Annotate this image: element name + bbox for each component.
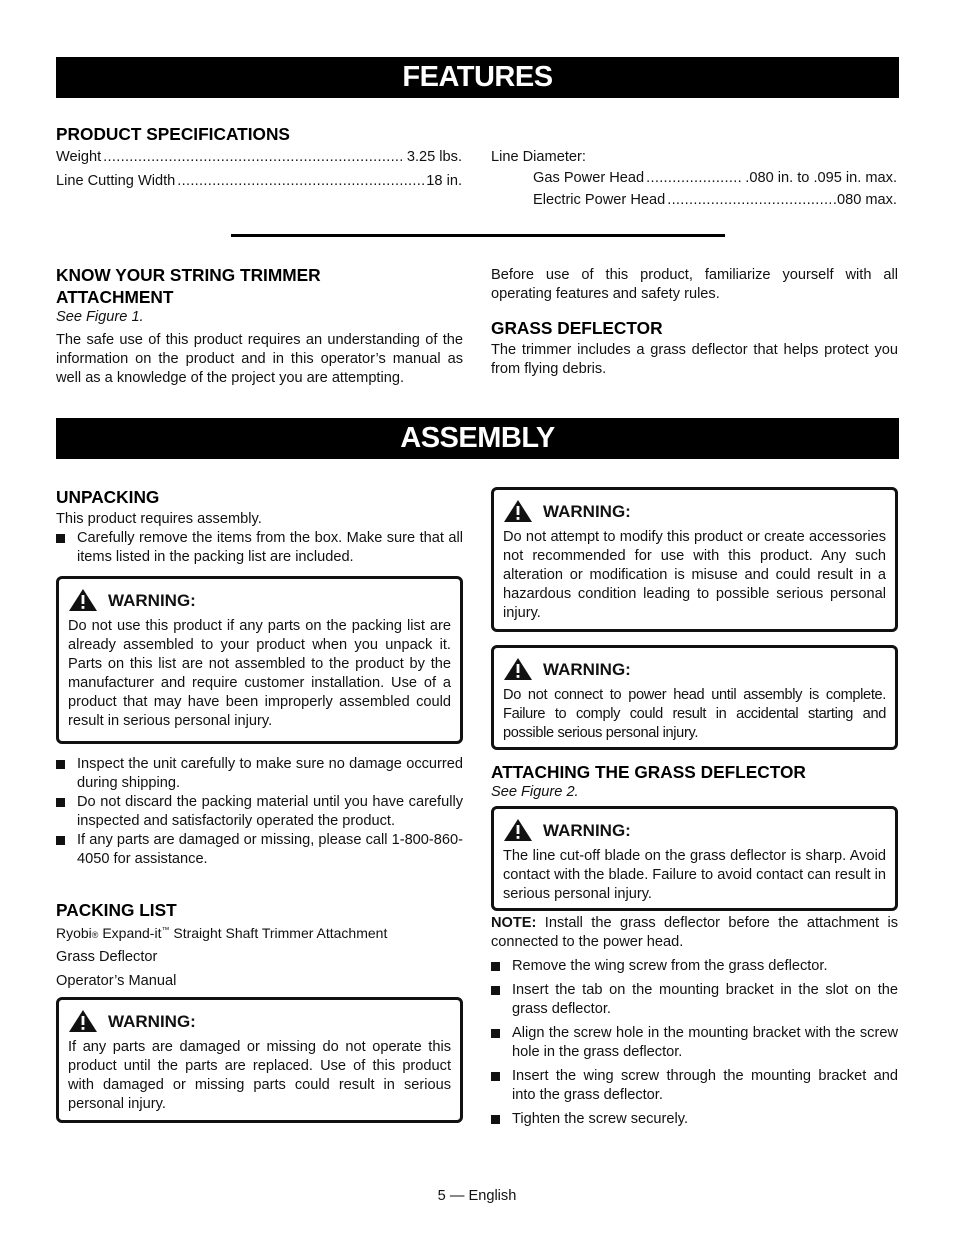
line-diameter-spec [491,148,897,213]
product-specifications [56,123,462,196]
spec-elec-value: .080 max. [832,192,897,208]
deflector-body: The trimmer includes a grass deflector that helps protect you from flying debris. [491,342,898,377]
packing-item-1: Ryobi® Expand-it™ Straight Shaft Trimmer Attachment [56,925,388,941]
know-before: Before use of this product, familiarize yourself with all operating features and safety rules. [491,267,898,302]
spec-gas-row [533,169,897,191]
attaching-steps [491,914,898,1129]
blade-warning-box [491,806,898,911]
modify-warning-box [491,487,898,632]
warning-triangle-icon [503,657,533,681]
warning-triangle-icon [68,1009,98,1033]
packing-item-3: Operator’s Manual [56,973,177,989]
list-item: Insert the tab on the mounting bracket in the slot on the grass deflector. [491,981,898,1019]
warning-label: WARNING: [543,501,631,521]
note-paragraph [491,914,898,952]
warning-label: WARNING: [108,590,196,610]
spec-cut-row [56,172,462,196]
bullet-square-icon [491,986,500,995]
spec-cut-value: 18 in. [426,173,462,189]
attaching-see-figure: See Figure 2. [491,784,579,800]
spec-gas-value: .080 in. to .095 in. max. [745,170,897,186]
bullet-square-icon [56,798,65,807]
warning-text: If any parts are damaged or missing do not operate this product until the parts are replaced. Use of this product with damaged or missing parts could result in serious personal injury. [68,1039,451,1112]
know-heading-line2: ATTACHMENT [56,287,174,307]
attaching-heading: ATTACHING THE GRASS DEFLECTOR [491,762,806,782]
warning-text: Do not attempt to modify this product or create accessories not recommended for use with this product. Any such alteration or modification is misuse and could result in a hazardous condition leading to possible serious personal injury. [503,529,886,621]
warning-header [68,1010,451,1032]
bullet-square-icon [56,760,65,769]
know-see-figure: See Figure 1. [56,309,144,325]
packing-list-section [56,899,463,996]
spec-elec-row [533,191,897,213]
unpacking-warning-box [56,576,463,744]
assembly-banner: ASSEMBLY [56,418,899,459]
list-item: Do not discard the packing material until you have carefully inspected and satisfactorily operated the product. [56,793,463,831]
bullet-square-icon [491,1115,500,1124]
unpacking-heading: UNPACKING [56,487,160,507]
warning-label: WARNING: [543,820,631,840]
note-text: Install the grass deflector before the attachment is connected to the power head. [491,915,898,950]
list-item: Tighten the screw securely. [491,1110,898,1129]
unpacking-list-1 [56,529,463,567]
spec-cut-label: Line Cutting Width [56,173,176,189]
spec-elec-label: Electric Power Head [533,192,666,208]
know-body: The safe use of this product requires an understanding of the information on the product and in this operator’s manual as well as a knowledge of the project you are attempting. [56,332,463,386]
connect-warning-box [491,645,898,750]
warning-triangle-icon [503,818,533,842]
bullet-square-icon [56,836,65,845]
list-item: Remove the wing screw from the grass deflector. [491,957,898,976]
bullet-square-icon [491,1029,500,1038]
list-item: Carefully remove the items from the box. Make sure that all items listed in the packing list are included. [56,529,463,567]
packing-warning-box [56,997,463,1123]
know-section [56,264,463,388]
deflector-heading: GRASS DEFLECTOR [491,318,663,338]
warning-triangle-icon [68,588,98,612]
list-item: Align the screw hole in the mounting bracket with the screw hole in the grass deflector. [491,1024,898,1062]
unpacking-list-2 [56,755,463,869]
section-divider [231,234,725,237]
warning-header [503,819,886,841]
know-right [491,266,898,379]
warning-header [503,658,886,680]
attaching-section [491,761,898,802]
spec-gas-label: Gas Power Head [533,170,645,186]
bullet-square-icon [491,1072,500,1081]
warning-label: WARNING: [108,1011,196,1031]
spec-weight-row [56,148,462,172]
warning-text: The line cut-off blade on the grass deflector is sharp. Avoid contact with the blade. Failure to avoid contact can result in serious personal injury. [503,848,886,902]
packing-item-2: Grass Deflector [56,949,158,965]
warning-triangle-icon [503,499,533,523]
attaching-list [491,957,898,1129]
warning-text: Do not connect to power head until assembly is complete. Failure to comply could result in accidental starting and possible serious personal injury. [503,687,886,741]
list-item: If any parts are damaged or missing, please call 1-800-860-4050 for assistance. [56,831,463,869]
diameter-label: Line Diameter: [491,149,586,165]
packing-heading: PACKING LIST [56,900,177,920]
bullet-square-icon [56,534,65,543]
features-banner: FEATURES [56,57,899,98]
list-item: Insert the wing screw through the mounting bracket and into the grass deflector. [491,1067,898,1105]
unpacking-intro: This product requires assembly. [56,511,262,527]
unpacking-section [56,486,463,567]
page-number: 5 — English [437,1188,517,1204]
list-item: Inspect the unit carefully to make sure no damage occurred during shipping. [56,755,463,793]
know-heading-line1: KNOW YOUR STRING TRIMMER [56,265,321,285]
note-label: NOTE: [491,915,537,931]
warning-text: Do not use this product if any parts on the packing list are already assembled to your product when you unpack it. Parts on this list are not assembled to the product by the manufacturer and require customer installation. Use of a product that may have been improperly assembled could result in serious personal injury. [68,618,451,729]
spec-weight-value: 3.25 lbs. [406,149,462,165]
warning-header [503,500,886,522]
unpacking-list-2-wrap [56,755,463,869]
warning-header [68,589,451,611]
warning-label: WARNING: [543,659,631,679]
spec-weight-label: Weight [56,149,102,165]
bullet-square-icon [491,962,500,971]
specs-heading: PRODUCT SPECIFICATIONS [56,124,290,144]
